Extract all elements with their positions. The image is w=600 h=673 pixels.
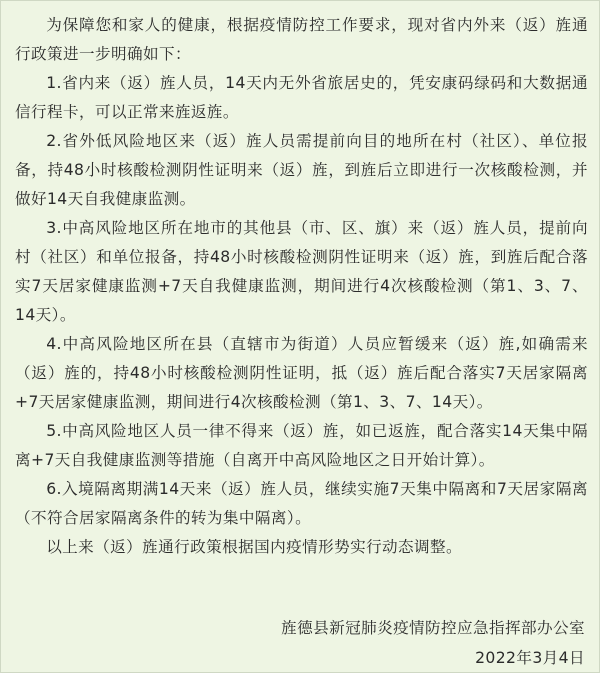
policy-item-1: 1.省内来（返）旌人员，14天内无外省旅居史的，凭安康码绿码和大数据通信行程卡，可以正常来旌返旌。 bbox=[15, 74, 588, 121]
issue-date: 2022年3月4日 bbox=[475, 649, 585, 667]
policy-item-2: 2.省外低风险地区来（返）旌人员需提前向目的地所在村（社区）、单位报备，持48小时核酸检测阴性证明来（返）旌，到旌后立即进行一次核酸检测，并做好14天自我健康监测。 bbox=[15, 132, 588, 208]
closing-paragraph: 以上来（返）旌通行政策根据国内疫情形势实行动态调整。 bbox=[46, 538, 463, 556]
notice-body bbox=[15, 11, 588, 562]
issuer-signature: 旌德县新冠肺炎疫情防控应急指挥部办公室 bbox=[281, 619, 585, 637]
policy-item-6: 6.入境隔离期满14天来（返）旌人员，继续实施7天集中隔离和7天居家隔离（不符合居家隔离条件的转为集中隔离）。 bbox=[15, 480, 588, 527]
policy-item-5: 5.中高风险地区人员一律不得来（返）旌，如已返旌，配合落实14天集中隔离+7天自我健康监测等措施（自离开中高风险地区之日开始计算）。 bbox=[15, 422, 588, 469]
intro-paragraph: 为保障您和家人的健康，根据疫情防控工作要求，现对省内外来（返）旌通行政策进一步明确如下： bbox=[15, 16, 588, 63]
policy-item-4: 4.中高风险地区所在县（直辖市为街道）人员应暂缓来（返）旌,如确需来（返）旌的，持48小时核酸检测阴性证明，抵（返）旌后配合落实7天居家隔离+7天居家健康监测，期间进行4次核酸检测（第1、3、7、14天）。 bbox=[15, 335, 588, 411]
policy-item-3: 3.中高风险地区所在地市的其他县（市、区、旗）来（返）旌人员，提前向村（社区）和单位报备，持48小时核酸检测阴性证明来（返）旌，到旌后配合落实7天居家健康监测+7天自我健康监测，期间进行4次核酸检测（第1、3、7、14天）。 bbox=[15, 219, 588, 324]
